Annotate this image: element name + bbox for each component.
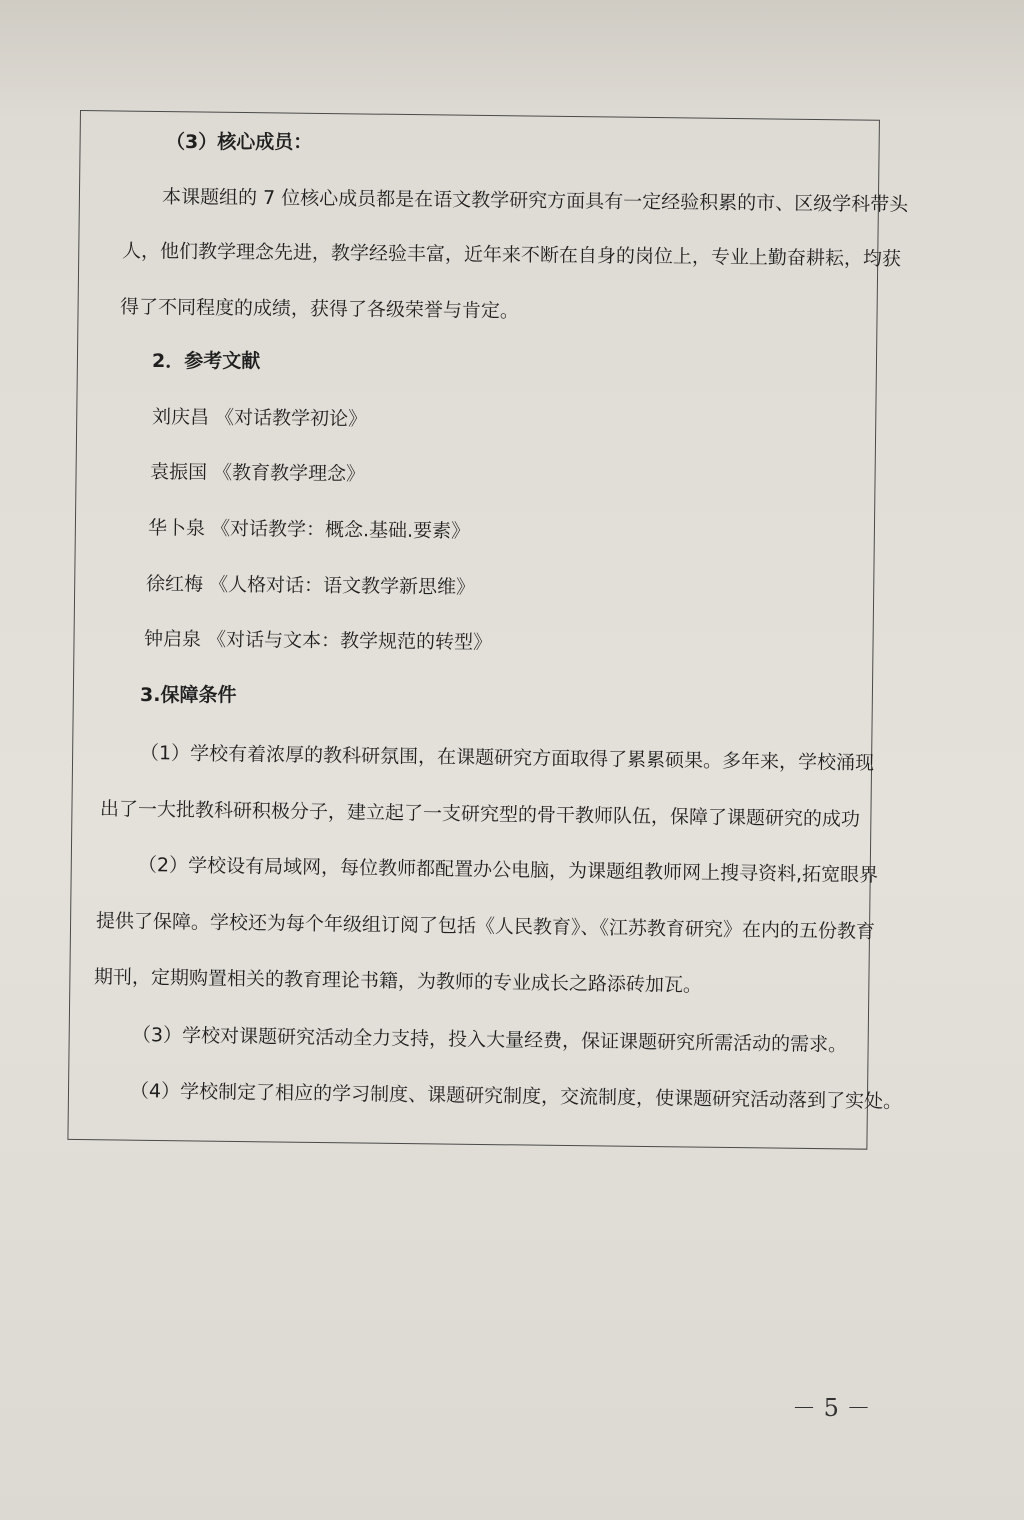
core-members-line-2: 人，他们教学理念先进，教学经验丰富，近年来不断在自身的岗位上，专业上勤奋耕耘，均获	[121, 240, 902, 271]
reference-item: 刘庆昌 《对话教学初论》	[151, 406, 368, 431]
reference-item: 钟启泉 《对话与文本：教学规范的转型》	[143, 628, 493, 654]
core-members-line-3: 得了不同程度的成绩，获得了各级荣誉与肯定。	[119, 296, 520, 323]
references-heading: 2．参考文献	[152, 350, 261, 372]
guarantee-line-7: （4）学校制定了相应的学习制度、课题研究制度，交流制度，使课题研究活动落到了实处。	[129, 1080, 903, 1113]
guarantee-line-6: （3）学校对课题研究活动全力支持，投入大量经费，保证课题研究所需活动的需求。	[131, 1024, 848, 1056]
reference-item: 徐红梅 《人格对话：语文教学新思维》	[145, 573, 476, 599]
guarantee-line-4: 提供了保障。学校还为每个年级组订阅了包括《人民教育》、《江苏教育研究》在内的五份教育	[95, 910, 876, 943]
reference-item: 华卜泉 《对话教学：概念.基础.要素》	[147, 517, 471, 543]
guarantee-line-5: 期刊，定期购置相关的教育理论书籍，为教师的专业成长之路添砖加瓦。	[93, 966, 703, 997]
guarantee-heading: 3.保障条件	[140, 684, 237, 706]
guarantee-line-2: 出了一大批教科研积极分子，建立起了一支研究型的骨干教师队伍，保障了课题研究的成功	[99, 798, 861, 831]
reference-item: 袁振国 《教育教学理念》	[149, 461, 366, 486]
core-members-heading: （3）核心成员：	[166, 131, 313, 153]
guarantee-line-3: （2）学校设有局域网，每位教师都配置办公电脑，为课题组教师网上搜寻资料,拓宽眼界	[137, 854, 879, 887]
core-members-line-1: 本课题组的 7 位核心成员都是在语文教学研究方面具有一定经验积累的市、区级学科带头	[161, 186, 909, 216]
page-number: － 5 －	[792, 1394, 871, 1422]
guarantee-line-1: （1）学校有着浓厚的教科研氛围，在课题研究方面取得了累累硕果。多年来，学校涌现	[139, 742, 875, 775]
